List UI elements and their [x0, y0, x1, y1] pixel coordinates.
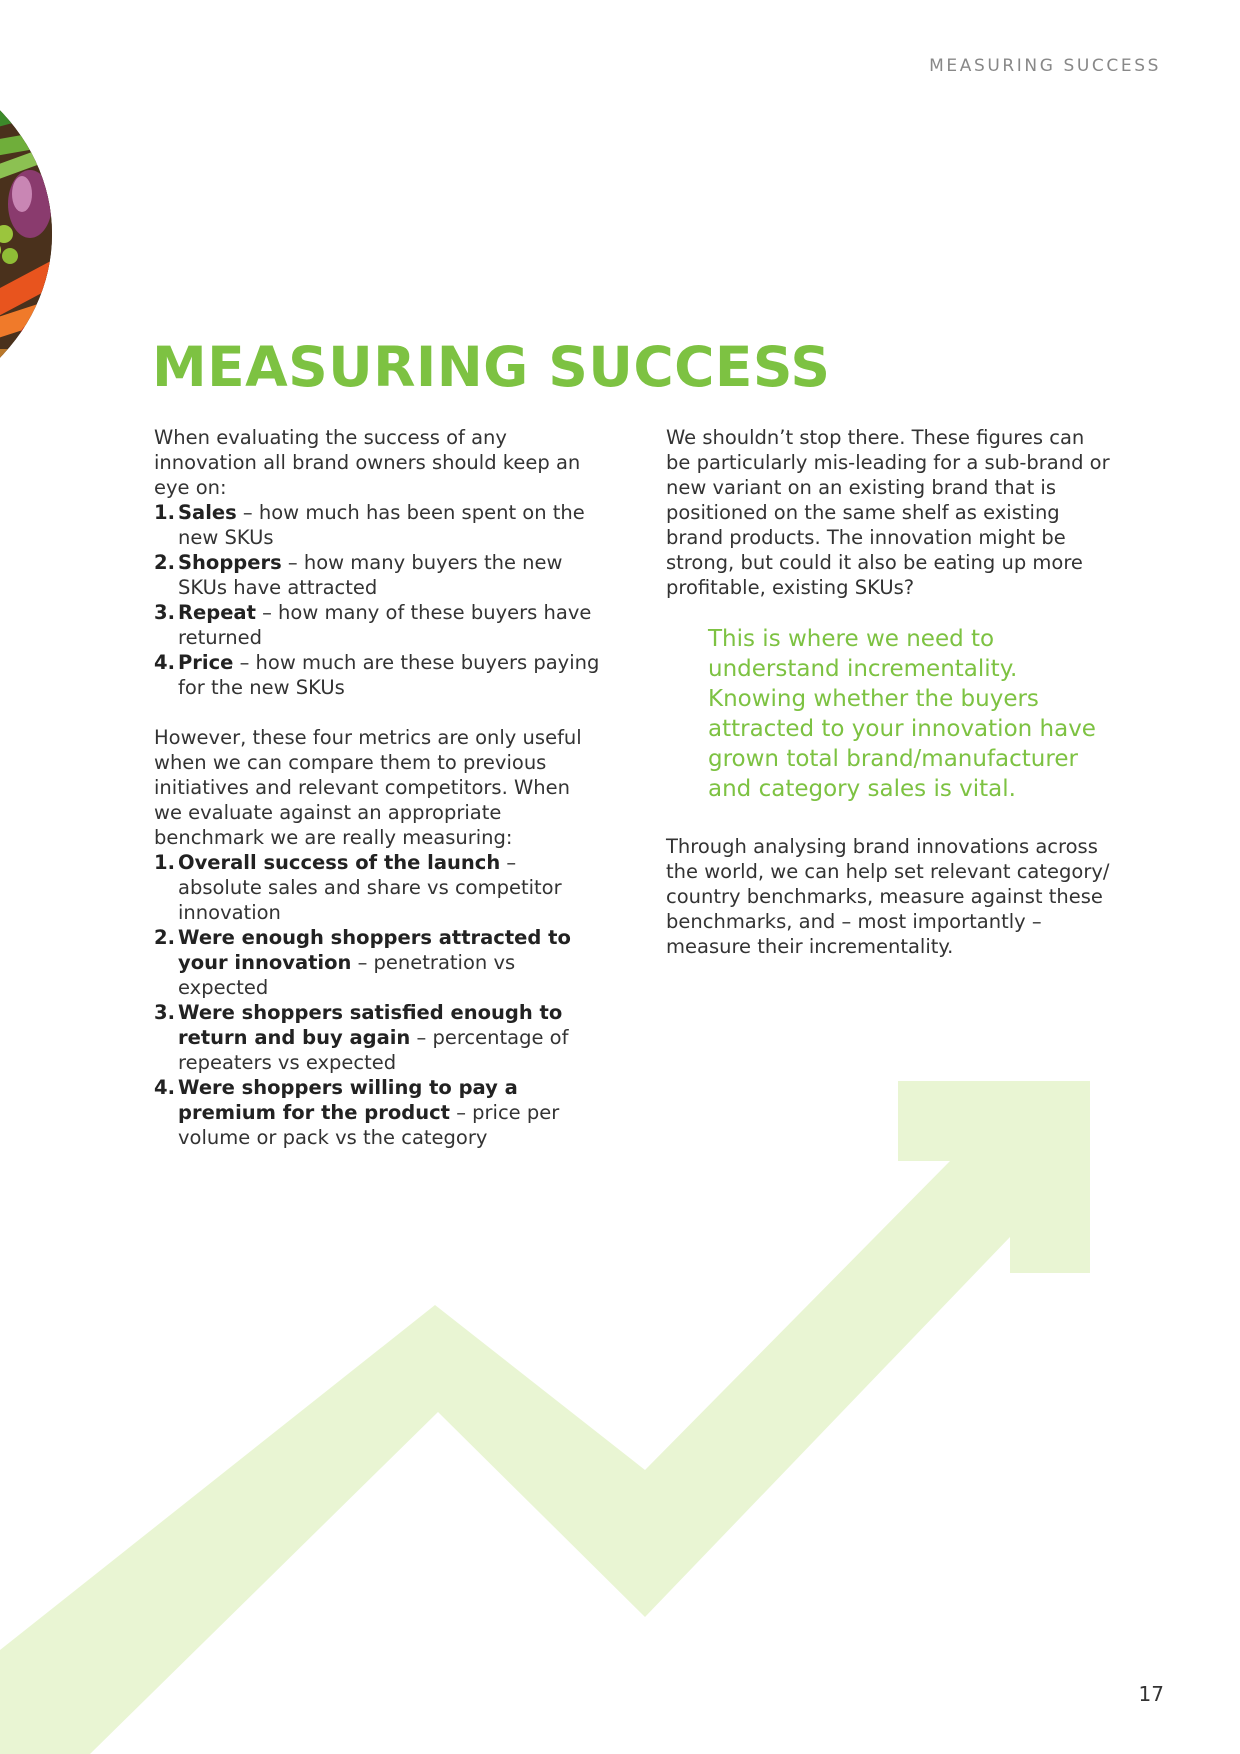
running-header: MEASURING SUCCESS	[929, 56, 1161, 76]
pull-quote: This is where we need to understand incrementality. Knowing whether the buyers attracted to your innovation have grown total brand/manufacturer and category sales is vital.	[708, 626, 1096, 802]
intro-paragraph: When evaluating the success of any innovation all brand owners should keep an eye on:	[154, 426, 581, 499]
list-item: 1. Sales – how much has been spent on the new SKUs	[154, 501, 585, 549]
page-number: 17	[1138, 1682, 1164, 1706]
list-item: 4. Price – how much are these buyers paying for the new SKUs	[154, 651, 600, 699]
basic-metrics-list	[154, 500, 604, 700]
closing-paragraph: Through analysing brand innovations across the world, we can help set relevant category/ country benchmarks, measure against these benchmarks, and – most importantly – measure their incrementality.	[666, 835, 1110, 958]
left-column	[154, 425, 604, 1150]
list-item: 2. Were enough shoppers attracted to your innovation – penetration vs expected	[154, 926, 571, 999]
list-item: 4. Were shoppers willing to pay a premium for the product – price per volume or pack vs the category	[154, 1076, 560, 1149]
benchmark-paragraph: However, these four metrics are only useful when we can compare them to previous initiatives and relevant competitors. When we evaluate against an appropriate benchmark we are really measuring:	[154, 726, 582, 849]
list-item: 3. Repeat – how many of these buyers have returned	[154, 601, 592, 649]
list-item: 3. Were shoppers satisfied enough to return and buy again – percentage of repeaters vs expected	[154, 1001, 569, 1074]
benchmark-list	[154, 850, 604, 1150]
list-item: 2. Shoppers – how many buyers the new SKUs have attracted	[154, 551, 563, 599]
caution-paragraph: We shouldn’t stop there. These figures can be particularly mis-leading for a sub-brand or new variant on an existing brand that is positioned on the same shelf as existing brand products. The innovation might be strong, but could it also be eating up more profitable, existing SKUs?	[666, 426, 1110, 599]
page-title: MEASURING SUCCESS	[152, 335, 831, 399]
list-item: 1. Overall success of the launch – absolute sales and share vs competitor innovation	[154, 851, 562, 924]
right-column	[666, 425, 1111, 959]
